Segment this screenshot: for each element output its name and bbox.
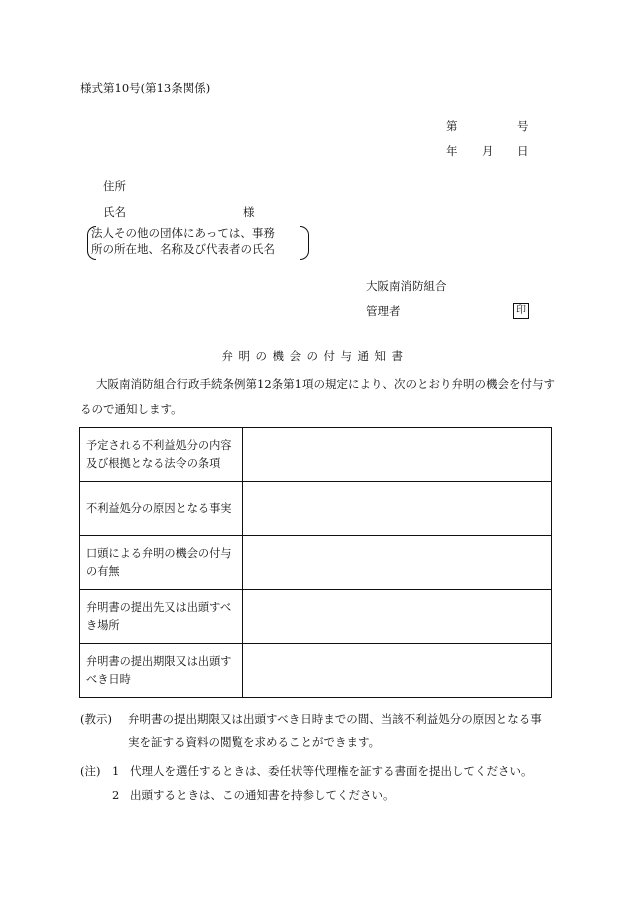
note-item-text: 出頭するときは、この通知書を持参してください。: [130, 788, 395, 802]
date-month-label: 月: [482, 144, 494, 158]
row-value: [243, 428, 552, 482]
table-row: [80, 644, 552, 698]
instruction-line-1: 弁明書の提出期限又は出頭すべき日時までの間、当該不利益処分の原因となる事: [128, 712, 542, 726]
row-label: 弁明書の提出期限又は出頭すべき日時: [80, 644, 243, 698]
address-label: 住所: [103, 179, 126, 193]
instruction-line-2: 実を証する資料の閲覧を求めることができます。: [128, 735, 381, 749]
seal-mark: 印: [513, 303, 529, 319]
row-value: [243, 536, 552, 590]
honorific-label: 様: [243, 205, 255, 219]
note-item-number: 2: [112, 788, 120, 802]
date-year-label: 年: [446, 144, 458, 158]
row-label: 口頭による弁明の機会の付与の有無: [80, 536, 243, 590]
body-text-line-2: るので通知します。: [80, 402, 183, 416]
row-value: [243, 482, 552, 536]
corporate-note-line-2: 所の所在地、名称及び代表者の氏名: [91, 242, 275, 256]
row-value: [243, 644, 552, 698]
row-label: 弁明書の提出先又は出頭すべき場所: [80, 590, 243, 644]
instruction-heading: (教示): [80, 712, 112, 726]
note-heading: (注): [80, 764, 101, 778]
table-row: [80, 482, 552, 536]
number-prefix: 第: [446, 119, 458, 133]
note-item-text: 代理人を選任するときは、委任状等代理権を証する書面を提出してください。: [130, 764, 533, 778]
number-suffix: 号: [517, 119, 529, 133]
row-value: [243, 590, 552, 644]
body-text-line-1: 大阪南消防組合行政手続条例第12条第1項の規定により、次のとおり弁明の機会を付与す: [96, 377, 555, 391]
corporate-note: [87, 226, 309, 260]
name-label: 氏名: [103, 205, 126, 219]
date-day-label: 日: [517, 144, 529, 158]
row-label: 不利益処分の原因となる事実: [80, 482, 243, 536]
table-row: [80, 536, 552, 590]
issuer-manager-label: 管理者: [366, 304, 401, 318]
issuer-organization: 大阪南消防組合: [366, 279, 447, 293]
document-title: 弁明の機会の付与通知書: [221, 349, 409, 363]
row-label: 予定される不利益処分の内容及び根拠となる法令の条項: [80, 428, 243, 482]
details-table: [79, 427, 552, 698]
table-row: [80, 428, 552, 482]
table-row: [80, 590, 552, 644]
corporate-note-line-1: 法人その他の団体にあっては、事務: [91, 226, 275, 240]
right-parenthesis-bracket: [300, 226, 309, 260]
note-item-number: 1: [112, 764, 120, 778]
form-id: 様式第10号(第13条関係): [80, 81, 211, 95]
